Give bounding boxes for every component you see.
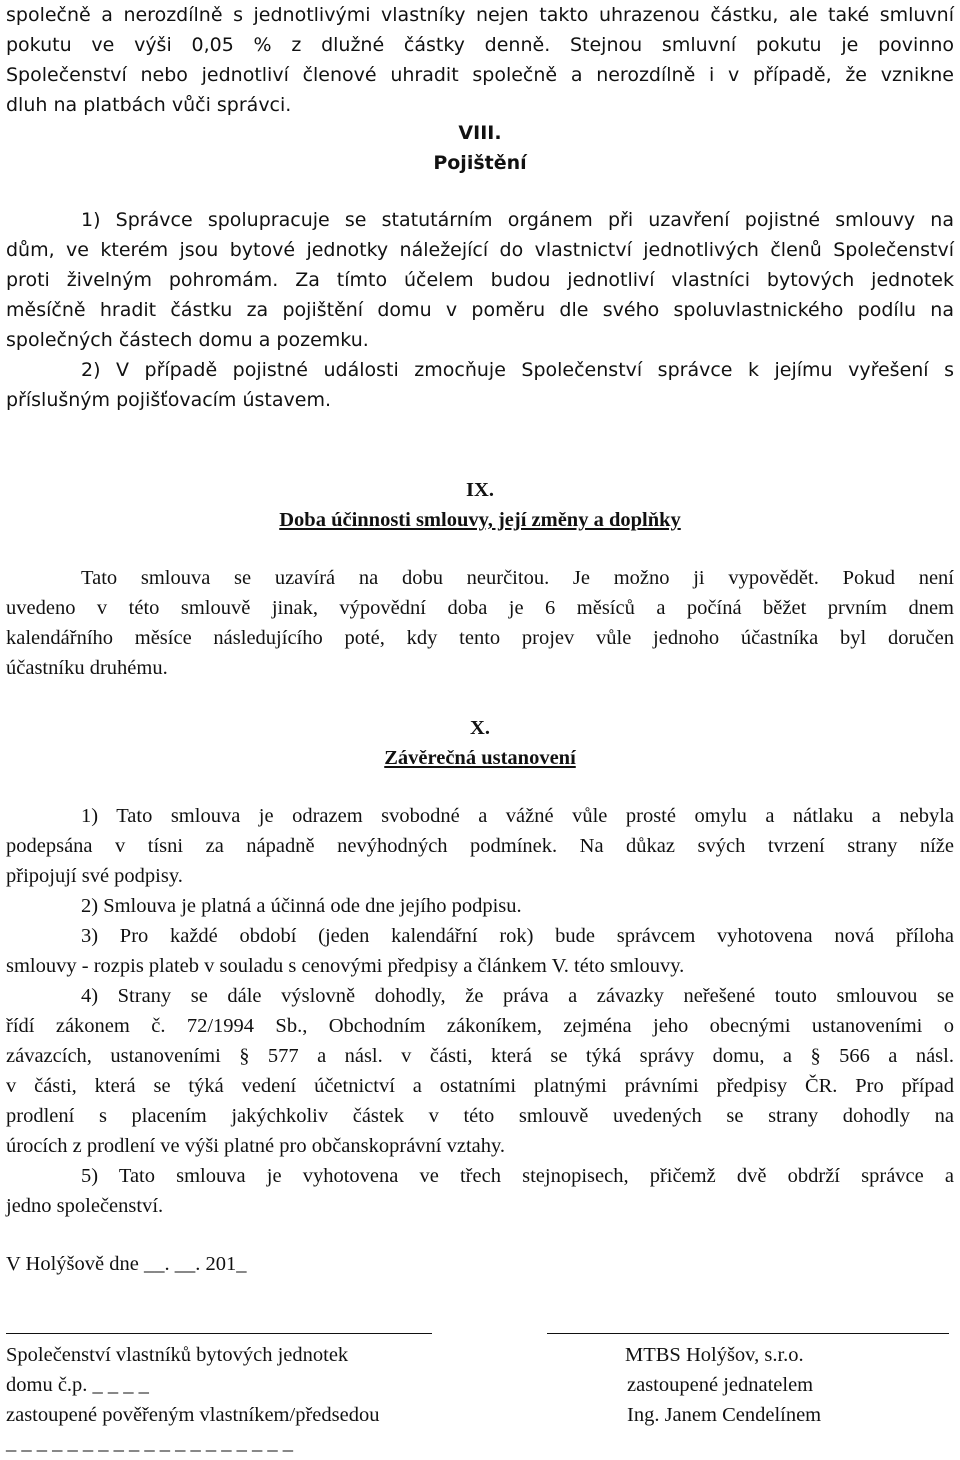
paragraph-line: společných částech domu a pozemku.	[6, 329, 369, 351]
paragraph-line: proti živelným pohromám. Za tímto účelem budou jednotliví vlastníci bytových jednotek	[6, 269, 954, 291]
signature-left-line: Společenství vlastníků bytových jednotek	[6, 1344, 349, 1366]
section-title: Závěrečná ustanovení	[384, 747, 576, 769]
paragraph-line: 1) Tato smlouva je odrazem svobodné a vážné vůle prosté omylu a nátlaku a nebyla	[81, 805, 954, 827]
paragraph-line: příslušným pojišťovacím ústavem.	[6, 389, 331, 411]
paragraph-line: 5) Tato smlouva je vyhotovena ve třech stejnopisech, přičemž dvě obdrží správce a	[81, 1165, 954, 1187]
paragraph-line: prodlení s placením jakýchkoliv částek v této smlouvě uvedených se strany dohodly na	[6, 1105, 954, 1127]
paragraph-line: řídí zákonem č. 72/1994 Sb., Obchodním zákoníkem, zejména jeho obecnými ustanoveními o	[6, 1015, 954, 1037]
paragraph-line: 4) Strany se dále výslovně dohodly, že práva a závazky neřešené touto smlouvou se	[81, 985, 954, 1007]
paragraph-line: úrocích z prodlení ve výši platné pro občanskoprávní vztahy.	[6, 1135, 506, 1157]
paragraph-line: 1) Správce spolupracuje se statutárním orgánem při uzavření pojistné smlouvy na	[81, 209, 954, 231]
paragraph-line: 3) Pro každé období (jeden kalendářní rok) bude správcem vyhotovena nová příloha	[81, 925, 954, 947]
signature-line-right	[547, 1333, 949, 1334]
paragraph-line: Společenství nebo jednotliví členové uhradit společně a nerozdílně i v případě, že vznikne	[6, 64, 954, 86]
paragraph-line: uvedeno v této smlouvě jinak, výpovědní doba je 6 měsíců a počíná běžet prvním dnem	[6, 597, 954, 619]
signature-right-line: Ing. Janem Cendelínem	[627, 1404, 822, 1426]
paragraph-line: účastníku druhému.	[6, 657, 168, 679]
signature-right-line: MTBS Holýšov, s.r.o.	[625, 1344, 804, 1366]
paragraph-line: smlouvy - rozpis plateb v souladu s cenovými předpisy a článkem V. této smlouvy.	[6, 955, 685, 977]
section-number: X.	[470, 717, 490, 739]
paragraph-line: závazcích, ustanoveními § 577 a násl. v části, která se týká správy domu, a § 566 a násl.	[6, 1045, 954, 1067]
paragraph-line: pokutu ve výši 0,05 % z dlužné částky denně. Stejnou smluvní pokutu je povinno	[6, 34, 954, 56]
signature-left-line: domu č.p. _ _ _ _	[6, 1374, 149, 1396]
section-title: Doba účinnosti smlouvy, její změny a doplňky	[279, 509, 681, 531]
paragraph-line: kalendářního měsíce následujícího poté, kdy tento projev vůle jednoho účastníka byl doručen	[6, 627, 954, 649]
signature-line-left	[6, 1333, 432, 1334]
paragraph-line: připojují své podpisy.	[6, 865, 183, 887]
signature-right-line: zastoupené jednatelem	[627, 1374, 814, 1396]
section-number: IX.	[466, 479, 494, 501]
section-title: Pojištění	[433, 152, 527, 174]
place-date: V Holýšově dne __. __. 201_	[6, 1253, 247, 1275]
paragraph-line: podepsána v tísni za nápadně nevýhodných podmínek. Na důkaz svých tvrzení strany níže	[6, 835, 954, 857]
paragraph-line: Tato smlouva se uzavírá na dobu neurčitou. Je možno ji vypovědět. Pokud není	[81, 567, 954, 589]
signature-left-line: _ _ _ _ _ _ _ _ _ _ _ _ _ _ _ _ _ _ _	[6, 1432, 293, 1454]
paragraph-line: dům, ve kterém jsou bytové jednotky náležející do vlastnictví jednotlivých členů Společenství	[6, 239, 954, 261]
paragraph-line: jedno společenství.	[6, 1195, 164, 1217]
paragraph-line: společně a nerozdílně s jednotlivými vlastníky nejen takto uhrazenou částku, ale také smluvní	[6, 4, 954, 26]
paragraph-line: 2) V případě pojistné události zmocňuje Společenství správce k jejímu vyřešení s	[81, 359, 954, 381]
paragraph-line: 2) Smlouva je platná a účinná ode dne jejího podpisu.	[81, 895, 522, 917]
signature-left-line: zastoupené pověřeným vlastníkem/předsedou	[6, 1404, 380, 1426]
paragraph-line: dluh na platbách vůči správci.	[6, 94, 292, 116]
paragraph-line: měsíčně hradit částku za pojištění domu v poměru dle svého spoluvlastnického podílu na	[6, 299, 954, 321]
paragraph-line: v části, která se týká vedení účetnictví a ostatními platnými právními předpisy ČR. Pro případ	[6, 1075, 954, 1097]
section-number: VIII.	[458, 122, 502, 144]
